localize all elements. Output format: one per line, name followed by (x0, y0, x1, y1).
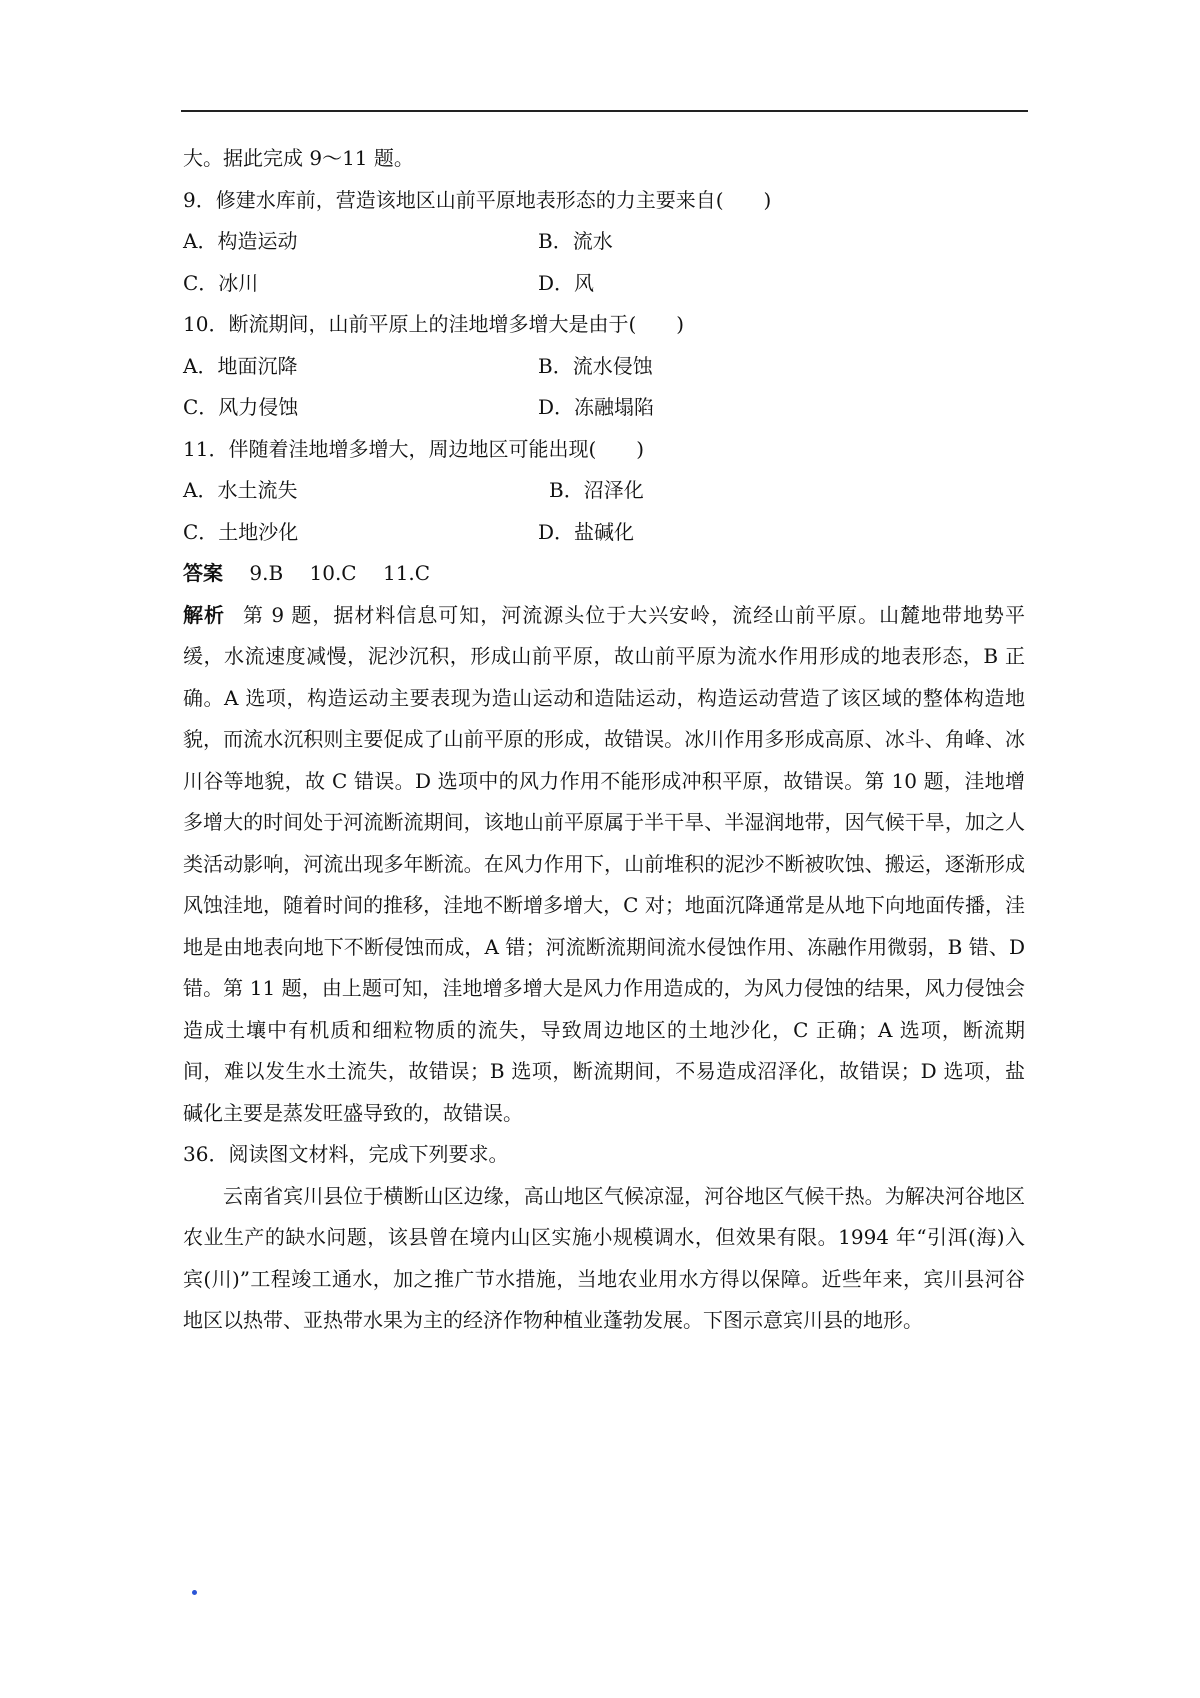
question-10-stem: 10．断流期间，山前平原上的洼地增多增大是由于( ) (183, 312, 685, 336)
analysis-paragraph (183, 595, 1025, 1135)
question-10-options-row-2 (183, 387, 1025, 429)
answer-label: 答案 (183, 561, 223, 585)
bullet-dot (192, 1590, 197, 1595)
question-11-option-a: A．水土流失 (183, 478, 298, 502)
answer-line (183, 553, 1025, 595)
question-9-option-d: D．风 (538, 270, 595, 295)
answer-item: 9.B (249, 561, 284, 585)
question-9-stem: 9．修建水库前，营造该地区山前平原地表形态的力主要来自( ) (183, 187, 772, 212)
question-36-material: 云南省宾川县位于横断山区边缘，高山地区气候凉湿，河谷地区气候干热。为解决河谷地区农业生产的缺水问题，该县曾在境内山区实施小规模调水，但效果有限。1994 年“引洱(海)入宾(川)”工程竣工通水，加之推广节水措施，当地农业用水方得以保障。近些年来，宾川县河谷地区以热带、亚热带水果为主的经济作物种植业蓬勃发展。下图示意宾川县的地形。 (183, 1183, 1025, 1332)
question-36-stem: 36．阅读图文材料，完成下列要求。 (183, 1142, 509, 1166)
question-10-option-d: D．冻融塌陷 (538, 395, 655, 419)
page-content (183, 138, 1025, 1342)
analysis-label: 解析 (183, 602, 225, 627)
question-9-options-row-1 (183, 221, 1025, 263)
question-11-stem: 11．伴随着洼地增多增大，周边地区可能出现( ) (183, 436, 645, 461)
header-rule (181, 110, 1028, 112)
question-9-option-a: A．构造运动 (183, 229, 298, 253)
question-11-option-d: D．盐碱化 (538, 519, 635, 544)
question-9-option-b: B．流水 (538, 229, 613, 253)
question-10-option-b: B．流水侵蚀 (538, 353, 653, 378)
question-11-options-row-2 (183, 512, 1025, 554)
analysis-text: 第 9 题，据材料信息可知，河流源头位于大兴安岭，流经山前平原。山麓地带地势平缓，水流速度减慢，泥沙沉积，形成山前平原，故山前平原为流水作用形成的地表形态，B 正确。A 选项，构造运动主要表现为造山运动和造陆运动，构造运动营造了该区域的整体构造地貌，而流水沉积则主要促成了山前平原的形成，故错误。冰川作用多形成高原、冰斗、角峰、冰川谷等地貌，故 C 错误。D 选项中的风力作用不能形成冲积平原，故错误。第 10 题，洼地增多增大的时间处于河流断流期间，该地山前平原属于半干旱、半湿润地带，因气候干旱，加之人类活动影响，河流出现多年断流。在风力作用下，山前堆积的泥沙不断被吹蚀、搬运，逐渐形成风蚀洼地，随着时间的推移，洼地不断增多增大，C 对；地面沉降通常是从地下向地面传播，洼地是由地表向地下不断侵蚀而成，A 错；河流断流期间流水侵蚀作用、冻融作用微弱，B 错、D 错。第 11 题，由上题可知，洼地增多增大是风力作用造成的，为风力侵蚀的结果，风力侵蚀会造成土壤中有机质和细粒物质的流失，导致周边地区的土地沙化，C 正确；A 选项，断流期间，难以发生水土流失，故错误；B 选项，断流期间，不易造成沼泽化，故错误；D 选项，盐碱化主要是蒸发旺盛导致的，故错误。 (183, 602, 1025, 1125)
question-9-option-c: C．冰川 (183, 270, 259, 295)
question-11-option-b: B．沼泽化 (549, 478, 644, 502)
question-10-option-c: C．风力侵蚀 (183, 395, 299, 419)
answer-item: 10.C (309, 561, 357, 585)
question-11-options-row-1 (183, 470, 1025, 512)
question-10-option-a: A．地面沉降 (183, 353, 298, 378)
question-11-option-c: C．土地沙化 (183, 519, 299, 544)
intro-line: 大。据此完成 9～11 题。 (183, 146, 414, 170)
answer-item: 11.C (382, 561, 431, 585)
question-10-options-row-1 (183, 346, 1025, 388)
question-9-options-row-2 (183, 263, 1025, 305)
